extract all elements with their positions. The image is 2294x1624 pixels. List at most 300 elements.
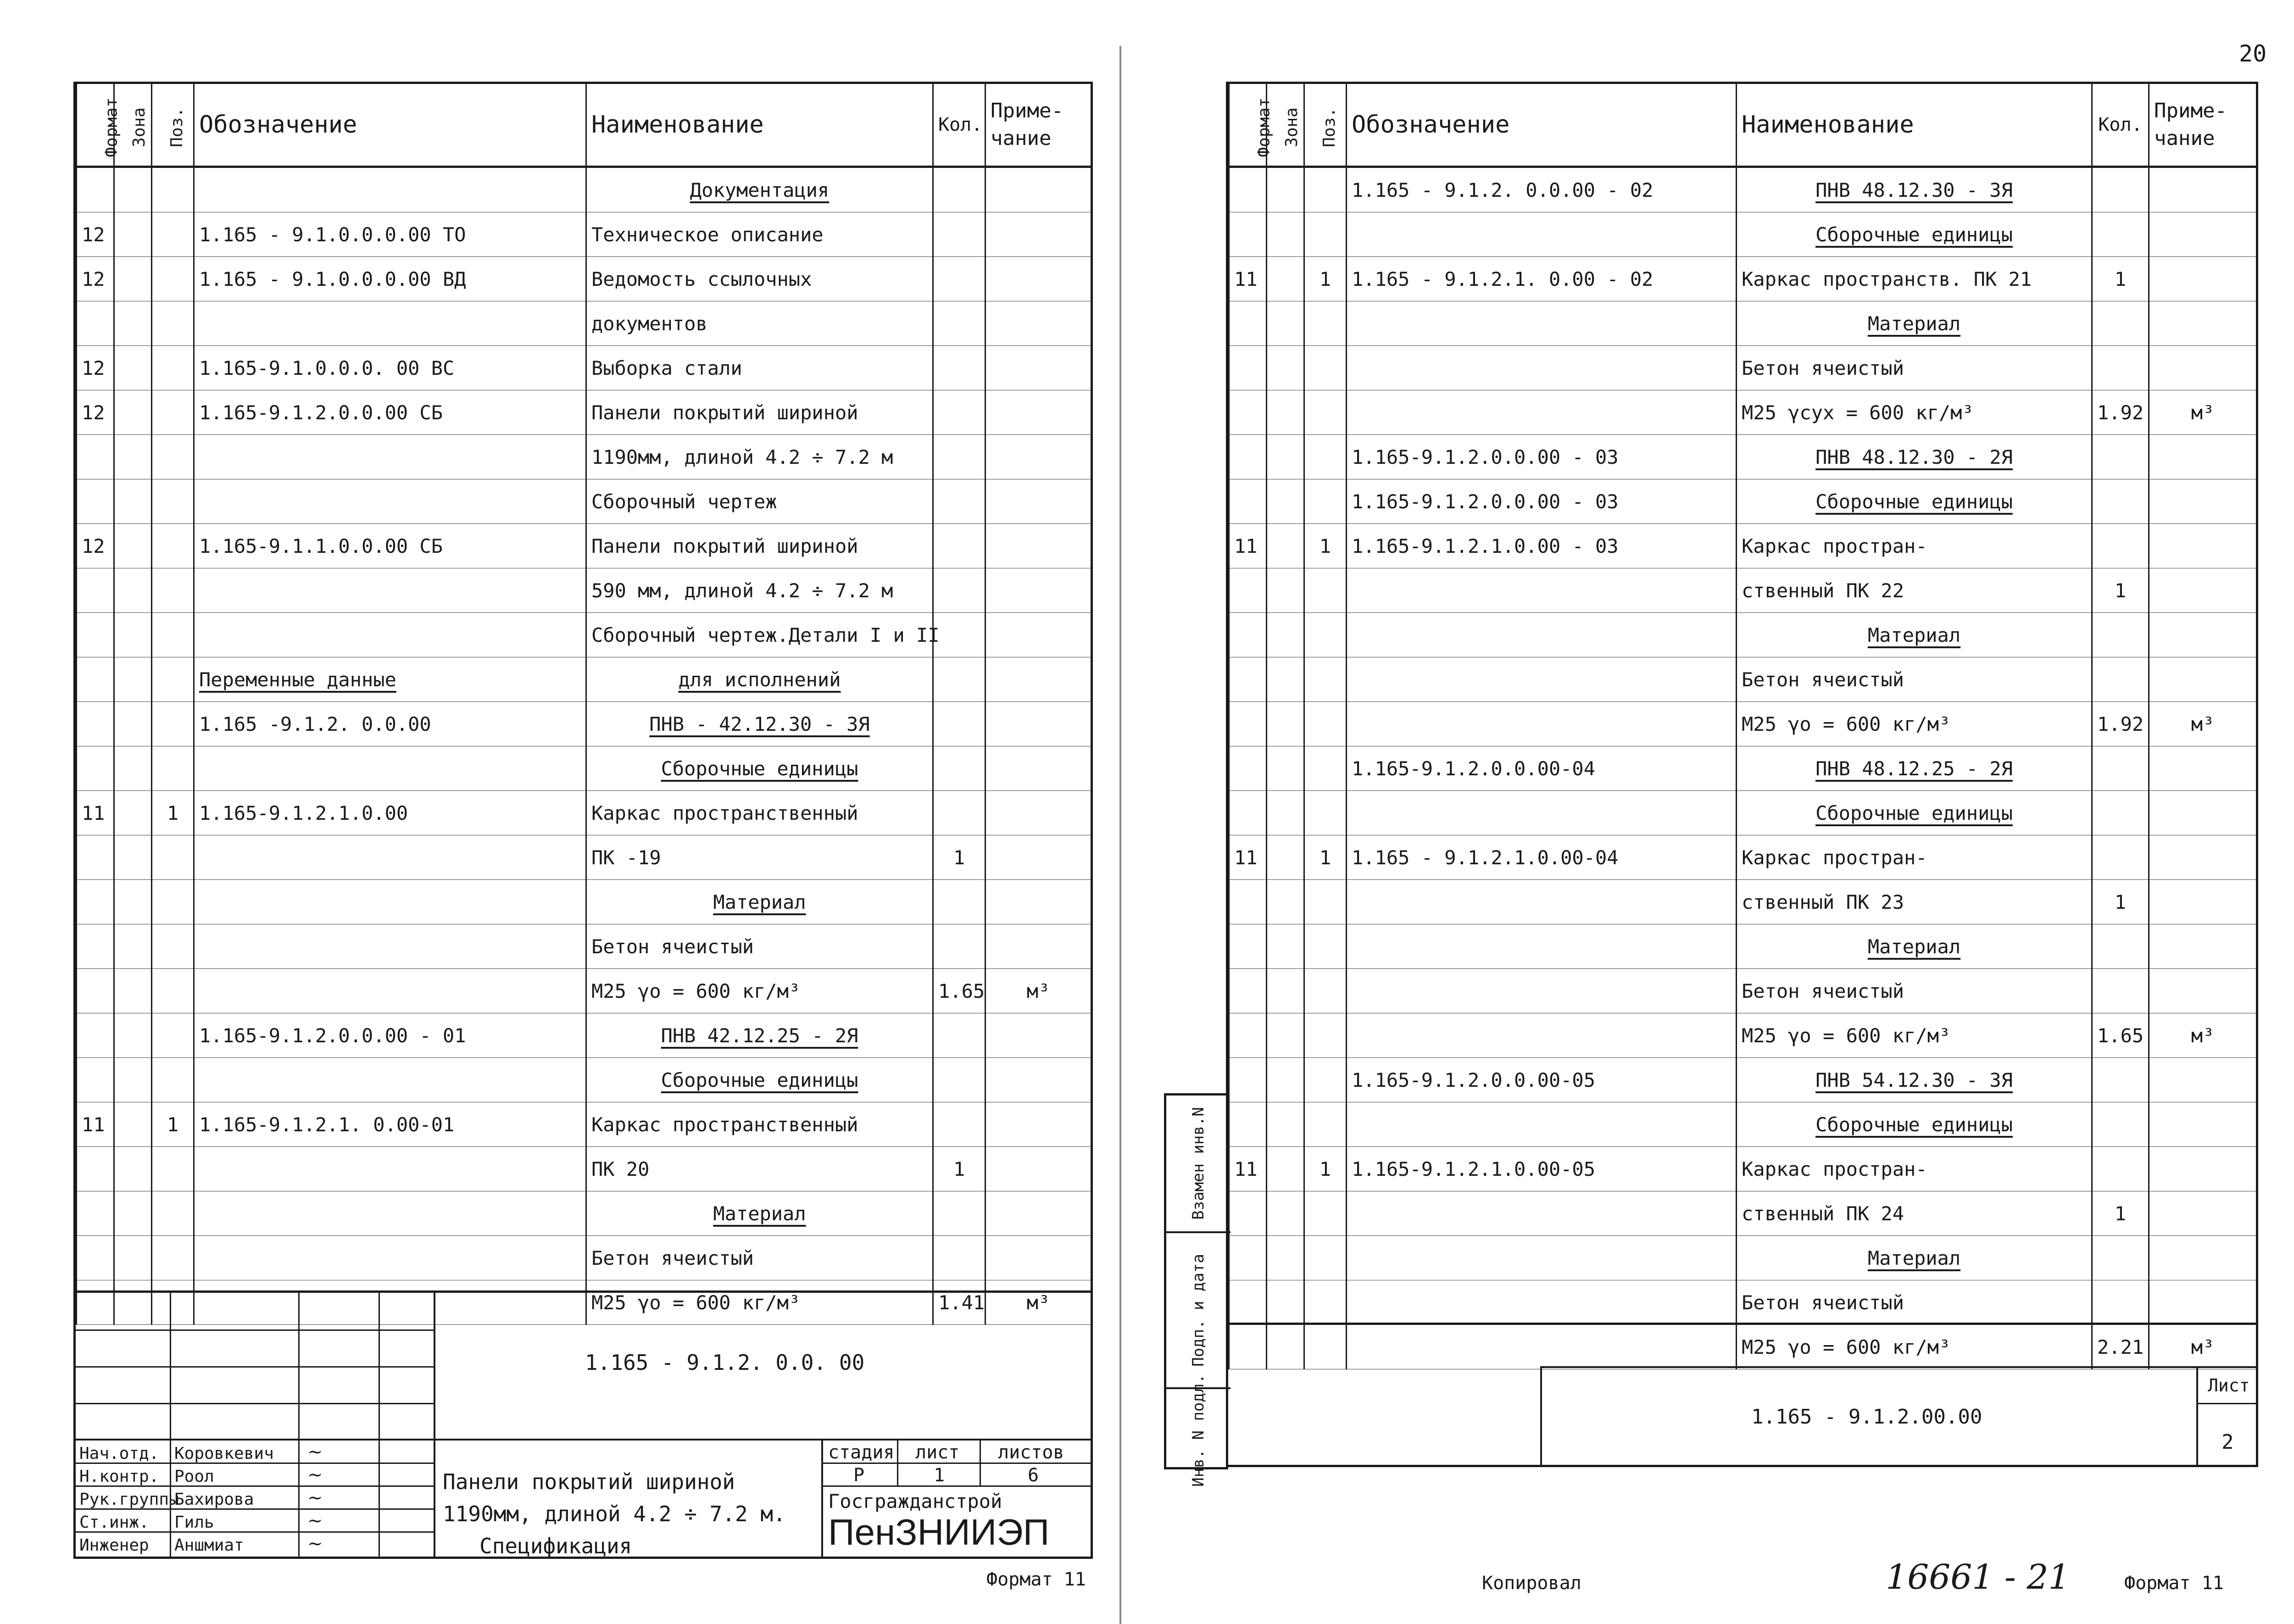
cell-zone xyxy=(114,835,152,880)
cell-pos xyxy=(152,257,194,301)
cell-zone xyxy=(1267,1058,1304,1102)
org-line-2: ПенЗНИИЭП xyxy=(828,1512,1050,1552)
cell-qty xyxy=(2092,1147,2149,1191)
table-row xyxy=(1229,167,2257,212)
cell-format xyxy=(77,301,114,346)
table-row xyxy=(1229,568,2257,613)
cell-zone xyxy=(1267,212,1304,257)
signer-role: Нач.отд. xyxy=(79,1444,159,1463)
cell-name: Материал xyxy=(586,880,933,924)
cell-qty: 1.65 xyxy=(933,969,986,1013)
table-row xyxy=(77,1058,1091,1102)
cell-note xyxy=(2149,924,2257,969)
table-row xyxy=(1229,479,2257,524)
cell-format xyxy=(1229,1280,1267,1325)
cell-name: Сборочный чертеж.Детали I и II xyxy=(586,613,933,657)
cell-name: Сборочные единицы xyxy=(586,746,933,791)
cell-name: 1190мм, длиной 4.2 ÷ 7.2 м xyxy=(586,435,933,479)
cell-qty xyxy=(933,257,986,301)
cell-format: 12 xyxy=(77,212,114,257)
cell-designation xyxy=(1347,924,1737,969)
cell-designation: Переменные данные xyxy=(194,657,586,702)
cell-pos xyxy=(152,924,194,969)
cell-pos xyxy=(1304,390,1347,435)
cell-format xyxy=(1229,1058,1267,1102)
signer-role: Инженер xyxy=(79,1536,149,1555)
cell-pos xyxy=(1304,1102,1347,1147)
cell-format xyxy=(77,1191,114,1236)
cell-format: 12 xyxy=(77,524,114,568)
cell-zone xyxy=(114,167,152,212)
cell-zone xyxy=(1267,346,1304,390)
title-doc-code: 1.165 - 9.1.2. 0.0. 00 xyxy=(585,1350,865,1375)
cell-pos: 1 xyxy=(1304,524,1347,568)
table-row xyxy=(1229,969,2257,1013)
cell-qty xyxy=(2092,435,2149,479)
cell-format xyxy=(1229,390,1267,435)
table-row xyxy=(1229,1191,2257,1236)
cell-format xyxy=(1229,613,1267,657)
table-row xyxy=(1229,301,2257,346)
title-line-2: 1190мм, длиной 4.2 ÷ 7.2 м. xyxy=(443,1502,786,1526)
cell-note xyxy=(2149,257,2257,301)
cell-format xyxy=(1229,791,1267,835)
cell-qty: 1 xyxy=(2092,1191,2149,1236)
cell-zone xyxy=(114,212,152,257)
cell-note xyxy=(2149,835,2257,880)
header-row xyxy=(1229,84,2257,167)
cell-note xyxy=(986,1147,1091,1191)
cell-qty xyxy=(2092,969,2149,1013)
table-row xyxy=(77,1013,1091,1058)
cell-designation xyxy=(1347,613,1737,657)
cell-pos xyxy=(152,1013,194,1058)
cell-zone xyxy=(1267,479,1304,524)
table-row xyxy=(77,167,1091,212)
cell-name: Сборочные единицы xyxy=(586,1058,933,1102)
cell-qty: 1 xyxy=(2092,880,2149,924)
cell-qty xyxy=(933,791,986,835)
signer-name: Гиль xyxy=(174,1513,214,1532)
cell-designation: 1.165 - 9.1.0.0.0.00 ВД xyxy=(194,257,586,301)
cell-zone xyxy=(114,479,152,524)
cell-zone xyxy=(114,1191,152,1236)
side-sign-date: Подп. и дата xyxy=(1166,1233,1231,1389)
cell-pos xyxy=(1304,880,1347,924)
cell-note xyxy=(2149,1191,2257,1236)
cell-note xyxy=(986,746,1091,791)
cell-pos xyxy=(152,390,194,435)
left-spec-sheet xyxy=(73,82,1093,1559)
table-row xyxy=(77,390,1091,435)
cell-qty xyxy=(2092,1236,2149,1280)
cell-note xyxy=(2149,1058,2257,1102)
signer-role: Рук.группы xyxy=(79,1490,179,1509)
cell-note xyxy=(986,212,1091,257)
cell-name: ственный ПК 24 xyxy=(1737,1191,2092,1236)
cell-note xyxy=(2149,301,2257,346)
cell-note xyxy=(986,791,1091,835)
cell-name: Каркас простран- xyxy=(1737,524,2092,568)
sheet-value: 1 xyxy=(934,1465,945,1486)
cell-note xyxy=(986,880,1091,924)
cell-name: Сборочные единицы xyxy=(1737,212,2092,257)
cell-designation xyxy=(194,301,586,346)
cell-pos xyxy=(1304,1013,1347,1058)
cell-qty: 1.92 xyxy=(2092,390,2149,435)
table-row xyxy=(1229,257,2257,301)
cell-format xyxy=(77,835,114,880)
table-row xyxy=(1229,746,2257,791)
cell-note xyxy=(2149,346,2257,390)
cell-zone xyxy=(1267,568,1304,613)
cell-name: для исполнений xyxy=(586,657,933,702)
cell-format xyxy=(1229,969,1267,1013)
cell-note xyxy=(986,346,1091,390)
cell-format xyxy=(1229,1191,1267,1236)
cell-name: Сборочные единицы xyxy=(1737,479,2092,524)
cell-name: М25 γo = 600 кг/м³ xyxy=(1737,1325,2092,1369)
cell-qty xyxy=(933,435,986,479)
cell-designation: 1.165 - 9.1.2. 0.0.00 - 02 xyxy=(1347,167,1737,212)
signature-mark: ~ xyxy=(307,1510,323,1531)
cell-format xyxy=(77,1058,114,1102)
cell-qty xyxy=(2092,1102,2149,1147)
org-line-1: Госгражданстрой xyxy=(828,1490,1002,1513)
header-qty: Кол. xyxy=(2092,84,2149,167)
cell-qty xyxy=(933,1102,986,1147)
table-row xyxy=(1229,880,2257,924)
cell-qty xyxy=(2092,524,2149,568)
cell-zone xyxy=(114,1013,152,1058)
table-row xyxy=(1229,212,2257,257)
cell-name: ственный ПК 22 xyxy=(1737,568,2092,613)
cell-note xyxy=(2149,791,2257,835)
cell-note xyxy=(986,257,1091,301)
cell-note xyxy=(986,702,1091,746)
cell-name: М25 γo = 600 кг/м³ xyxy=(1737,1013,2092,1058)
spread-fold-line xyxy=(1119,46,1121,1624)
cell-pos xyxy=(1304,746,1347,791)
cell-designation: 1.165-9.1.2.0.0.00 СБ xyxy=(194,390,586,435)
cell-designation: 1.165-9.1.1.0.0.00 СБ xyxy=(194,524,586,568)
left-spec-table xyxy=(76,84,1092,1325)
cell-note xyxy=(2149,524,2257,568)
cell-zone xyxy=(1267,1102,1304,1147)
cell-qty xyxy=(933,702,986,746)
cell-zone xyxy=(114,1236,152,1280)
table-row xyxy=(1229,702,2257,746)
header-qty: Кол. xyxy=(933,84,986,167)
cell-zone xyxy=(1267,969,1304,1013)
cell-designation xyxy=(194,568,586,613)
cell-format xyxy=(77,1147,114,1191)
cell-qty xyxy=(933,212,986,257)
cell-designation xyxy=(1347,969,1737,1013)
sheets-value: 6 xyxy=(1028,1465,1039,1486)
cell-qty xyxy=(933,1058,986,1102)
cell-note xyxy=(986,167,1091,212)
cell-name: Материал xyxy=(1737,301,2092,346)
cell-name: Сборочные единицы xyxy=(1737,791,2092,835)
cell-pos xyxy=(152,1191,194,1236)
cell-format xyxy=(1229,880,1267,924)
cell-note xyxy=(986,835,1091,880)
table-row xyxy=(1229,435,2257,479)
cell-designation: 1.165-9.1.0.0.0. 00 ВС xyxy=(194,346,586,390)
cell-note xyxy=(2149,435,2257,479)
cell-designation xyxy=(194,1236,586,1280)
table-row xyxy=(77,524,1091,568)
cell-pos xyxy=(152,524,194,568)
cell-zone xyxy=(114,880,152,924)
cell-qty: 1 xyxy=(2092,257,2149,301)
cell-zone xyxy=(1267,1236,1304,1280)
cell-note xyxy=(2149,1280,2257,1325)
cell-pos xyxy=(152,212,194,257)
cell-note xyxy=(2149,969,2257,1013)
cell-designation xyxy=(1347,568,1737,613)
cell-designation: 1.165-9.1.2.1.0.00-05 xyxy=(1347,1147,1737,1191)
cell-designation: 1.165-9.1.2.1.0.00 - 03 xyxy=(1347,524,1737,568)
cell-pos xyxy=(152,1058,194,1102)
cell-pos xyxy=(1304,1058,1347,1102)
table-row xyxy=(77,880,1091,924)
cell-format: 11 xyxy=(1229,835,1267,880)
cell-designation: 1.165-9.1.2.0.0.00-04 xyxy=(1347,746,1737,791)
cell-designation xyxy=(1347,702,1737,746)
title-line-1: Панели покрытий шириной xyxy=(443,1469,735,1494)
cell-pos xyxy=(1304,435,1347,479)
cell-qty xyxy=(933,568,986,613)
right-spec-body xyxy=(1229,167,2257,1369)
cell-zone xyxy=(114,390,152,435)
cell-note xyxy=(986,524,1091,568)
cell-format: 12 xyxy=(77,257,114,301)
cell-note xyxy=(986,435,1091,479)
table-row xyxy=(77,435,1091,479)
cell-note: м³ xyxy=(2149,1013,2257,1058)
cell-name: М25 γсух = 600 кг/м³ xyxy=(1737,390,2092,435)
cell-pos xyxy=(152,568,194,613)
cell-pos xyxy=(152,479,194,524)
cell-name: Каркас пространственный xyxy=(586,1102,933,1147)
cell-zone xyxy=(1267,835,1304,880)
header-zone: Зона xyxy=(1267,84,1304,167)
cell-format: 11 xyxy=(1229,524,1267,568)
cell-zone xyxy=(1267,524,1304,568)
cell-note xyxy=(986,568,1091,613)
table-row xyxy=(1229,346,2257,390)
table-row xyxy=(77,746,1091,791)
side-replace-inv: Взамен инв.N xyxy=(1166,1096,1231,1233)
cell-format xyxy=(1229,212,1267,257)
cell-note xyxy=(986,924,1091,969)
copied-label: Копировал xyxy=(1482,1573,1581,1594)
cell-note xyxy=(986,657,1091,702)
table-row xyxy=(1229,924,2257,969)
table-row xyxy=(77,924,1091,969)
cell-qty xyxy=(933,1191,986,1236)
left-spec-body xyxy=(77,167,1091,1325)
cell-zone xyxy=(114,702,152,746)
table-row xyxy=(77,1236,1091,1280)
table-row xyxy=(77,212,1091,257)
cell-zone xyxy=(114,346,152,390)
cell-pos xyxy=(152,167,194,212)
table-row xyxy=(1229,835,2257,880)
cell-pos xyxy=(1304,167,1347,212)
cell-zone xyxy=(1267,167,1304,212)
table-row xyxy=(1229,390,2257,435)
stage-label: стадия xyxy=(828,1442,895,1463)
cell-format xyxy=(77,746,114,791)
cell-pos xyxy=(152,1236,194,1280)
cell-pos xyxy=(152,835,194,880)
cell-pos xyxy=(1304,924,1347,969)
table-row xyxy=(77,568,1091,613)
cell-pos xyxy=(152,435,194,479)
right-spec-table xyxy=(1228,84,2257,1369)
cell-name: Панели покрытий шириной xyxy=(586,524,933,568)
cell-format: 12 xyxy=(77,390,114,435)
cell-designation xyxy=(194,924,586,969)
right-spec-sheet xyxy=(1189,82,2258,1487)
cell-format xyxy=(1229,924,1267,969)
cell-pos xyxy=(1304,657,1347,702)
cell-designation xyxy=(1347,1102,1737,1147)
right-sheet-label: Лист xyxy=(2208,1375,2250,1396)
side-inv-original: Инв. N подл. xyxy=(1189,1374,1208,1487)
cell-note xyxy=(986,390,1091,435)
cell-name: Документация xyxy=(586,167,933,212)
header-name: Наименование xyxy=(1737,84,2092,167)
cell-note xyxy=(986,479,1091,524)
cell-qty xyxy=(933,301,986,346)
table-row xyxy=(1229,1147,2257,1191)
cell-note: м³ xyxy=(2149,390,2257,435)
cell-qty xyxy=(933,1236,986,1280)
cell-zone xyxy=(114,969,152,1013)
cell-qty xyxy=(2092,835,2149,880)
table-row xyxy=(1229,1058,2257,1102)
cell-name: Материал xyxy=(1737,1236,2092,1280)
cell-pos xyxy=(1304,568,1347,613)
cell-name: ПНВ 48.12.25 - 2Я xyxy=(1737,746,2092,791)
cell-format xyxy=(1229,702,1267,746)
cell-zone xyxy=(114,1102,152,1147)
cell-format: 11 xyxy=(1229,257,1267,301)
cell-designation: 1.165 -9.1.2. 0.0.00 xyxy=(194,702,586,746)
cell-pos xyxy=(152,346,194,390)
cell-note xyxy=(2149,657,2257,702)
cell-qty xyxy=(933,657,986,702)
cell-name: Бетон ячеистый xyxy=(1737,346,2092,390)
cell-name: М25 γo = 600 кг/м³ xyxy=(586,1280,933,1325)
cell-name: Бетон ячеистый xyxy=(586,924,933,969)
cell-zone xyxy=(114,791,152,835)
cell-designation xyxy=(194,1191,586,1236)
header-note: Приме- чание xyxy=(2149,84,2257,167)
cell-zone xyxy=(1267,702,1304,746)
table-row xyxy=(77,479,1091,524)
cell-format xyxy=(1229,746,1267,791)
cell-zone xyxy=(114,613,152,657)
cell-format xyxy=(77,568,114,613)
cell-note: м³ xyxy=(986,969,1091,1013)
cell-format xyxy=(77,613,114,657)
cell-name: М25 γo = 600 кг/м³ xyxy=(1737,702,2092,746)
table-row xyxy=(77,1147,1091,1191)
cell-name: ственный ПК 23 xyxy=(1737,880,2092,924)
cell-pos xyxy=(152,657,194,702)
cell-note xyxy=(2149,1147,2257,1191)
cell-designation xyxy=(1347,1236,1737,1280)
cell-zone xyxy=(114,1058,152,1102)
cell-designation xyxy=(1347,1013,1737,1058)
cell-zone xyxy=(114,568,152,613)
signature-mark: ~ xyxy=(307,1464,323,1485)
cell-qty xyxy=(2092,924,2149,969)
cell-note xyxy=(2149,568,2257,613)
signer-role: Ст.инж. xyxy=(79,1513,149,1532)
cell-qty xyxy=(933,746,986,791)
cell-pos xyxy=(1304,702,1347,746)
cell-note xyxy=(986,1236,1091,1280)
cell-note xyxy=(2149,167,2257,212)
cell-name: Сборочные единицы xyxy=(1737,1102,2092,1147)
cell-pos: 1 xyxy=(152,1102,194,1147)
table-row xyxy=(1229,1280,2257,1325)
cell-qty xyxy=(2092,657,2149,702)
cell-qty xyxy=(933,924,986,969)
cell-designation: 1.165-9.1.2.1. 0.00-01 xyxy=(194,1102,586,1147)
cell-name: Каркас простран- xyxy=(1737,835,2092,880)
cell-designation xyxy=(194,880,586,924)
cell-pos xyxy=(1304,1236,1347,1280)
cell-qty xyxy=(933,880,986,924)
cell-name: Каркас пространств. ПК 21 xyxy=(1737,257,2092,301)
table-row xyxy=(1229,1013,2257,1058)
cell-qty xyxy=(933,390,986,435)
cell-designation: 1.165-9.1.2.0.0.00 - 03 xyxy=(1347,435,1737,479)
cell-format xyxy=(1229,568,1267,613)
cell-pos: 1 xyxy=(1304,257,1347,301)
cell-zone xyxy=(1267,657,1304,702)
cell-zone xyxy=(114,1147,152,1191)
cell-zone xyxy=(114,257,152,301)
cell-pos xyxy=(1304,791,1347,835)
cell-zone xyxy=(1267,301,1304,346)
cell-name: ПК 20 xyxy=(586,1147,933,1191)
cell-designation xyxy=(194,1147,586,1191)
stage-value: Р xyxy=(853,1465,865,1486)
cell-format xyxy=(1229,1013,1267,1058)
cell-name: 590 мм, длиной 4.2 ÷ 7.2 м xyxy=(586,568,933,613)
cell-note: м³ xyxy=(2149,1325,2257,1369)
cell-note xyxy=(2149,613,2257,657)
header-name: Наименование xyxy=(586,84,933,167)
archive-number: 16661 - 21 xyxy=(1886,1557,2070,1597)
cell-pos xyxy=(152,746,194,791)
cell-format xyxy=(77,435,114,479)
cell-qty xyxy=(2092,746,2149,791)
table-row xyxy=(77,301,1091,346)
header-designation: Обозначение xyxy=(1347,84,1737,167)
cell-format xyxy=(77,479,114,524)
cell-name: Материал xyxy=(1737,924,2092,969)
signer-name: Роол xyxy=(174,1467,214,1486)
